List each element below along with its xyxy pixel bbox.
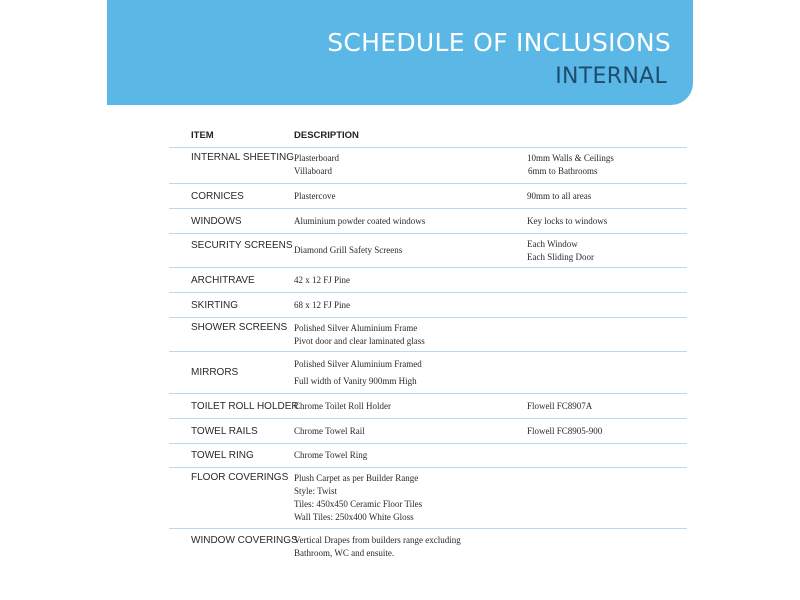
- page-title: SCHEDULE OF INCLUSIONS: [327, 28, 671, 57]
- description-cell: [294, 148, 527, 183]
- item-cell: TOILET ROLL HOLDER: [191, 400, 299, 412]
- description-line: Chrome Towel Ring: [294, 450, 368, 460]
- item-cell: CORNICES: [191, 190, 244, 202]
- table-row: [169, 148, 687, 184]
- column-header-description: DESCRIPTION: [294, 130, 359, 141]
- description-cell: [294, 352, 527, 393]
- notes-cell: [527, 468, 687, 528]
- item-cell: SHOWER SCREENS: [191, 322, 288, 333]
- item-cell: FLOOR COVERINGS: [191, 472, 289, 483]
- description-line: Villaboard: [294, 166, 332, 176]
- notes-cell: [527, 318, 687, 351]
- item-cell: WINDOW COVERINGS: [191, 535, 298, 546]
- description-cell: [294, 234, 527, 267]
- notes-cell: [527, 268, 687, 292]
- description-line: 42 x 12 FJ Pine: [294, 274, 351, 285]
- description-cell: [294, 529, 527, 563]
- table-row: [169, 444, 687, 468]
- notes-cell: [527, 209, 687, 233]
- description-line: Aluminium powder coated windows: [294, 215, 426, 226]
- description-line: Polished Silver Aluminium Frame: [294, 323, 418, 333]
- table-row: [169, 468, 687, 529]
- notes-line: 10mm Walls & Ceilings: [527, 153, 614, 163]
- header-banner: [107, 0, 693, 105]
- item-cell: WINDOWS: [191, 215, 242, 227]
- notes-line: Flowell FC8907A: [527, 400, 593, 411]
- item-cell: ARCHITRAVE: [191, 274, 255, 286]
- description-cell: [294, 268, 527, 292]
- description-line: Plasterboard: [294, 153, 339, 163]
- item-cell: MIRRORS: [191, 367, 239, 378]
- notes-line: Key locks to windows: [527, 215, 608, 226]
- description-line: Tiles: 450x450 Ceramic Floor Tiles: [294, 499, 423, 509]
- notes-cell: [527, 293, 687, 317]
- description-line: Plush Carpet as per Builder Range: [294, 473, 419, 483]
- description-line: Full width of Vanity 900mm High: [294, 375, 417, 386]
- description-line: Chrome Toilet Roll Holder: [294, 400, 391, 411]
- notes-cell: [527, 148, 687, 183]
- description-line: Vertical Drapes from builders range excluding: [294, 535, 461, 545]
- table-row: [169, 268, 687, 293]
- description-line: Wall Tiles: 250x400 White Gloss: [294, 512, 414, 522]
- column-header-item: ITEM: [191, 130, 214, 141]
- table-row: [169, 318, 687, 352]
- notes-line: Each Window: [527, 238, 578, 249]
- description-line: Bathroom, WC and ensuite.: [294, 548, 395, 558]
- notes-line: Flowell FC8905-900: [527, 425, 603, 436]
- notes-cell: [527, 234, 687, 267]
- description-cell: [294, 468, 527, 528]
- item-cell: TOWEL RAILS: [191, 425, 258, 437]
- item-cell: INTERNAL SHEETING: [191, 152, 294, 163]
- notes-cell: [527, 529, 687, 563]
- table-row: [169, 209, 687, 234]
- notes-line: 90mm to all areas: [527, 190, 592, 201]
- description-line: Polished Silver Aluminium Framed: [294, 358, 422, 369]
- notes-cell: [527, 444, 687, 467]
- page-subtitle: INTERNAL: [555, 64, 667, 89]
- description-cell: [294, 293, 527, 317]
- table-row: [169, 419, 687, 444]
- table-row: [169, 394, 687, 419]
- table-row: [169, 529, 687, 563]
- description-cell: [294, 184, 527, 208]
- column-header-notes: [527, 124, 687, 147]
- item-cell: TOWEL RING: [191, 450, 254, 461]
- notes-line: 6mm to Bathrooms: [528, 166, 598, 176]
- description-line: Chrome Towel Rail: [294, 425, 365, 436]
- table-row: [169, 293, 687, 318]
- table-row: [169, 352, 687, 394]
- description-line: Diamond Grill Safety Screens: [294, 245, 403, 255]
- notes-cell: [527, 394, 687, 418]
- description-line: Plastercove: [294, 190, 336, 201]
- notes-cell: [527, 419, 687, 443]
- description-line: 68 x 12 FJ Pine: [294, 299, 351, 310]
- description-line: Pivot door and clear laminated glass: [294, 336, 425, 346]
- notes-line: Each Sliding Door: [527, 251, 594, 262]
- description-line: Style: Twist: [294, 486, 337, 496]
- notes-cell: [527, 352, 687, 393]
- item-cell: SKIRTING: [191, 299, 239, 311]
- item-cell: SECURITY SCREENS: [191, 240, 293, 251]
- notes-cell: [527, 184, 687, 208]
- inclusions-table: [169, 124, 687, 563]
- table-row: [169, 234, 687, 268]
- description-cell: [294, 394, 527, 418]
- description-cell: [294, 209, 527, 233]
- description-cell: [294, 419, 527, 443]
- table-row: [169, 184, 687, 209]
- description-cell: [294, 318, 527, 351]
- table-header-row: [169, 124, 687, 148]
- description-cell: [294, 444, 527, 467]
